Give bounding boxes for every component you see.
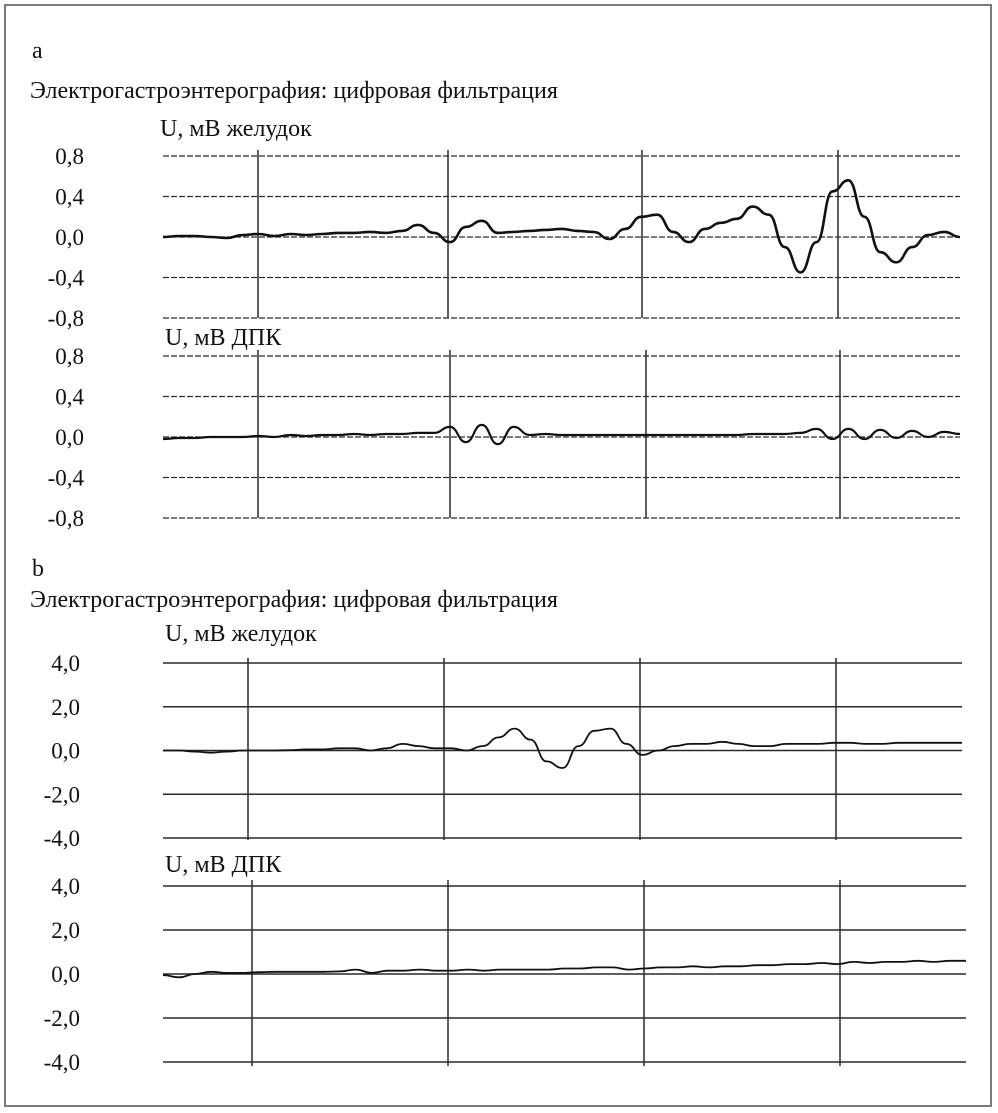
channel-label: U, мВ желудок: [160, 116, 312, 142]
y-tick-label: -0,4: [47, 265, 84, 291]
channel-label: U, мВ ДПК: [165, 852, 282, 878]
y-tick-label: -0,4: [47, 465, 84, 491]
chart-a-stomach: [48, 116, 960, 331]
y-tick-label: -0,8: [47, 306, 84, 331]
channel-label: U, мВ ДПК: [165, 325, 282, 351]
y-tick-label: 0,0: [51, 962, 80, 987]
chart-b-stomach: [44, 621, 962, 851]
panel-a-letter: a: [32, 38, 43, 64]
y-tick-label: 4,0: [51, 651, 80, 676]
y-tick-label: -4,0: [43, 1050, 80, 1075]
series-line: [163, 180, 960, 272]
chart-b-duodenum: [44, 852, 966, 1075]
y-tick-label: 2,0: [51, 918, 80, 943]
y-tick-label: 0,8: [55, 144, 84, 169]
panel-b-title: Электрогастроэнтерография: цифровая фильтрация: [30, 587, 558, 613]
series-line: [163, 961, 966, 978]
series-line: [163, 729, 962, 768]
y-tick-label: 2,0: [51, 694, 80, 720]
y-tick-label: 0,4: [55, 384, 84, 410]
chart-a-duodenum: [48, 325, 960, 531]
y-tick-label: 0,0: [51, 738, 80, 764]
y-tick-label: -2,0: [43, 1006, 80, 1031]
y-tick-label: 4,0: [51, 874, 80, 899]
panel-b-letter: b: [32, 556, 44, 582]
y-tick-label: 0,4: [55, 184, 84, 210]
y-tick-label: -2,0: [43, 782, 80, 808]
y-tick-label: -4,0: [43, 826, 80, 851]
y-tick-label: 0,0: [55, 425, 84, 450]
y-tick-label: 0,8: [55, 344, 84, 369]
panel-a-title: Электрогастроэнтерография: цифровая фильтрация: [30, 78, 558, 104]
channel-label: U, мВ желудок: [165, 621, 317, 647]
y-tick-label: 0,0: [55, 225, 84, 250]
y-tick-label: -0,8: [47, 506, 84, 531]
